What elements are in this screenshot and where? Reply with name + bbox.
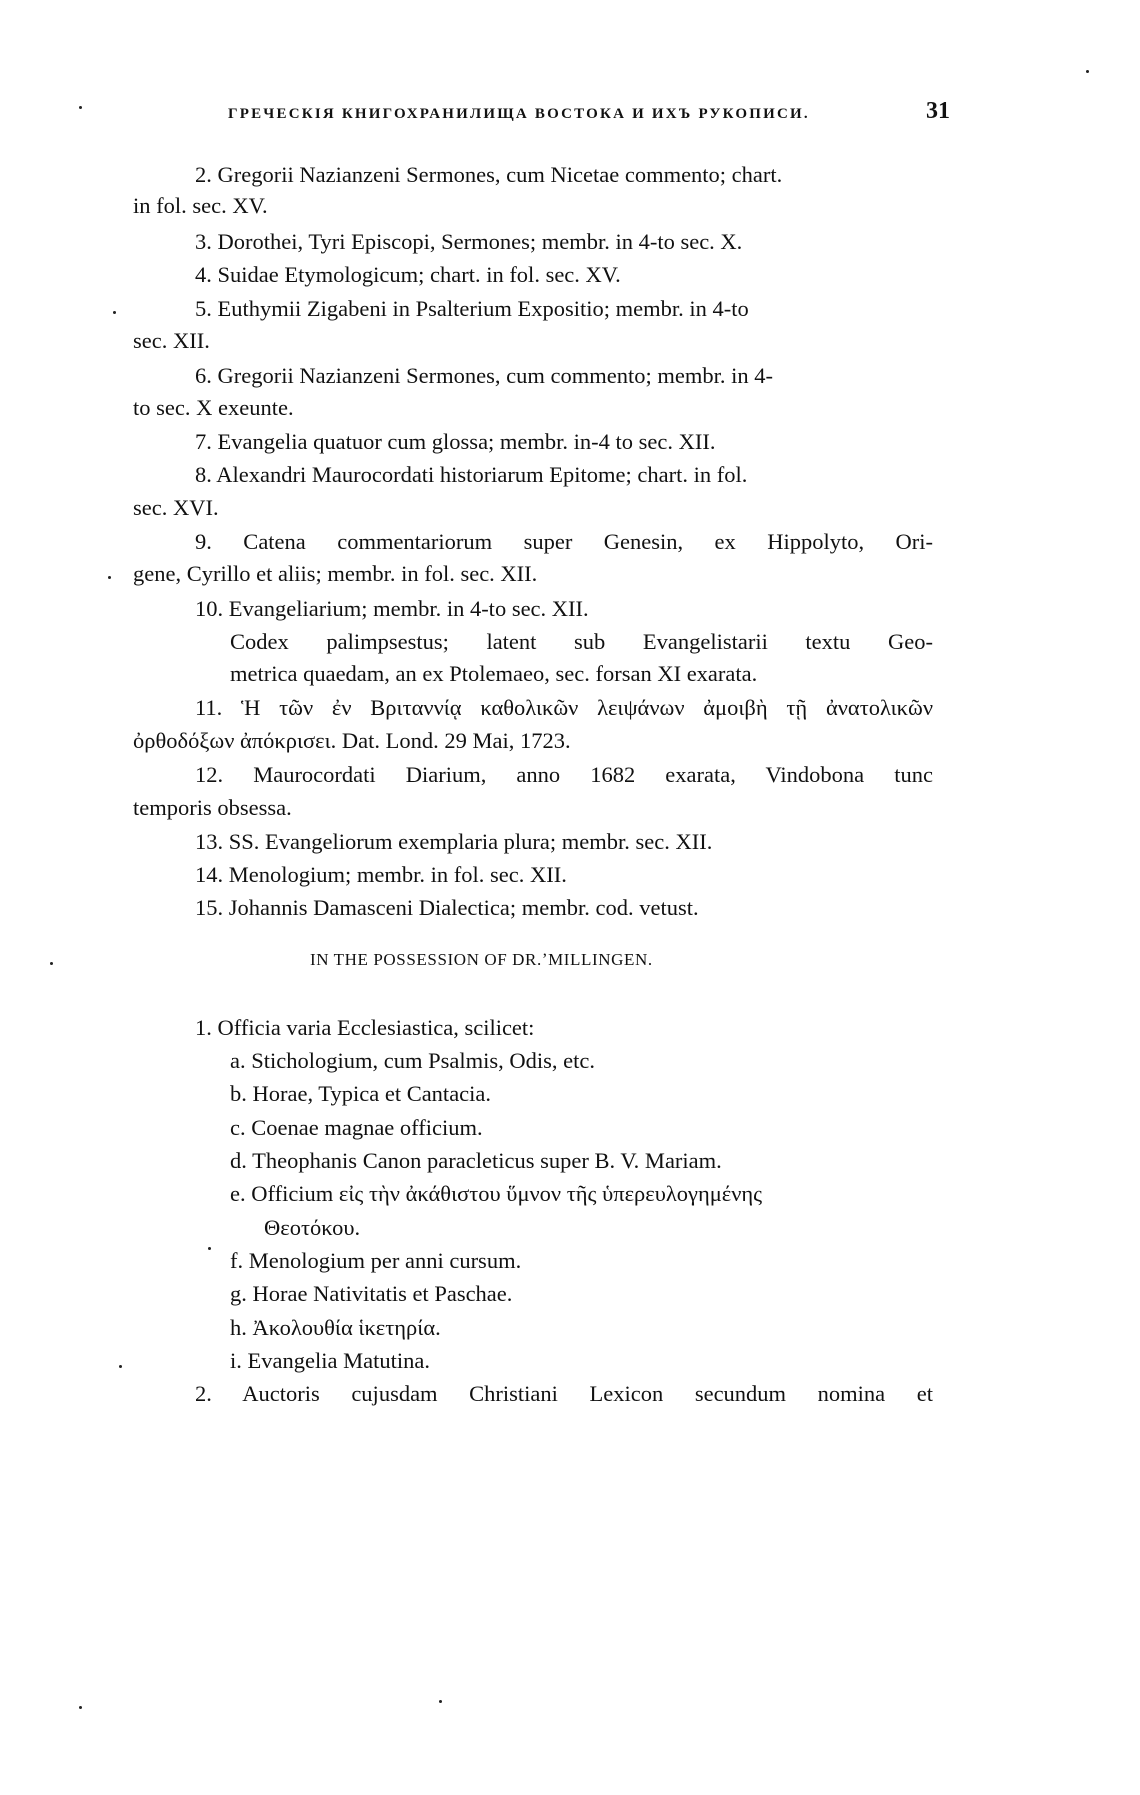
entry-10-note-line-2: metrica quaedam, an ex Ptolemaeo, sec. forsan XI exarata. [230, 661, 758, 686]
page-number: 31 [926, 98, 950, 124]
scan-speck [1086, 70, 1089, 73]
collection-entry-2: 2. Auctoris cujusdam Christiani Lexicon secundum nomina et [195, 1381, 933, 1406]
scan-speck [113, 311, 116, 314]
sub-item-c: c. Coenae magnae officium. [230, 1115, 483, 1140]
scan-speck [79, 1706, 82, 1709]
entry-9-line-2: gene, Cyrillo et aliis; membr. in fol. sec. XII. [133, 561, 538, 586]
entry-5-line-1: 5. Euthymii Zigabeni in Psalterium Expositio; membr. in 4-to [195, 296, 749, 321]
sub-item-e-line-2: Θεοτόκου. [264, 1215, 361, 1240]
entry-8-line-2: sec. XVI. [133, 495, 219, 520]
entry-10: 10. Evangeliarium; membr. in 4-to sec. XII. [195, 596, 589, 621]
sub-item-d: d. Theophanis Canon paracleticus super B. V. Mariam. [230, 1148, 722, 1173]
section-heading: IN THE POSSESSION OF DR.ʼMILLINGEN. [310, 950, 653, 969]
entry-14: 14. Menologium; membr. in fol. sec. XII. [195, 862, 567, 887]
entry-5-line-2: sec. XII. [133, 328, 210, 353]
entry-13: 13. SS. Evangeliorum exemplaria plura; membr. sec. XII. [195, 829, 713, 854]
entry-2-line-2: in fol. sec. XV. [133, 193, 268, 218]
scan-speck [439, 1700, 442, 1703]
entry-11-line-1: 11. Ἡ τῶν ἐν Βριταννίᾳ καθολικῶν λειψάνων ἀμοιβὴ τῇ ἀνατολικῶν [195, 695, 933, 720]
entry-6-line-1: 6. Gregorii Nazianzeni Sermones, cum commento; membr. in 4- [195, 363, 773, 388]
sub-item-e-line-1: e. Officium εἰς τὴν ἀκάθιστου ὕμνον τῆς ὑπερευλογημένης [230, 1181, 763, 1206]
sub-item-g: g. Horae Nativitatis et Paschae. [230, 1281, 513, 1306]
entry-6-line-2: to sec. X exeunte. [133, 395, 294, 420]
entry-8-line-1: 8. Alexandri Maurocordati historiarum Epitome; chart. in fol. [195, 462, 748, 487]
entry-4: 4. Suidae Etymologicum; chart. in fol. sec. XV. [195, 262, 621, 287]
entry-2-line-1: 2. Gregorii Nazianzeni Sermones, cum Nicetae commento; chart. [195, 162, 783, 187]
entry-12-line-1: 12. Maurocordati Diarium, anno 1682 exarata, Vindobona tunc [195, 762, 933, 787]
scan-speck [79, 106, 82, 109]
sub-item-b: b. Horae, Typica et Cantacia. [230, 1081, 492, 1106]
entry-10-note-line-1: Codex palimpsestus; latent sub Evangelistarii textu Geo- [230, 629, 933, 654]
sub-item-f: f. Menologium per anni cursum. [230, 1248, 522, 1273]
entry-7: 7. Evangelia quatuor cum glossa; membr. in-4 to sec. XII. [195, 429, 716, 454]
entry-9-line-1: 9. Catena commentariorum super Genesin, ex Hippolyto, Ori- [195, 529, 933, 554]
page-header [228, 98, 950, 132]
collection-entry-1: 1. Officia varia Ecclesiastica, scilicet: [195, 1015, 535, 1040]
scan-speck [50, 962, 53, 965]
scan-speck [108, 576, 111, 579]
entry-3: 3. Dorothei, Tyri Episcopi, Sermones; membr. in 4-to sec. X. [195, 229, 743, 254]
entry-12-line-2: temporis obsessa. [133, 795, 292, 820]
entry-15: 15. Johannis Damasceni Dialectica; membr. cod. vetust. [195, 895, 699, 920]
sub-item-h: h. Ἀκολουθία ἱκετηρία. [230, 1315, 441, 1340]
sub-item-i: i. Evangelia Matutina. [230, 1348, 430, 1373]
sub-item-a: a. Stichologium, cum Psalmis, Odis, etc. [230, 1048, 595, 1073]
scan-speck [119, 1365, 122, 1368]
entry-11-line-2: ὀρθοδόξων ἀπόκρισει. Dat. Lond. 29 Mai, 1723. [133, 728, 571, 753]
scan-speck [208, 1247, 211, 1250]
running-title: ГРЕЧЕСКІЯ КНИГОХРАНИЛИЩА ВОСТОКА И ИХЪ РУКОПИСИ. [228, 106, 810, 122]
